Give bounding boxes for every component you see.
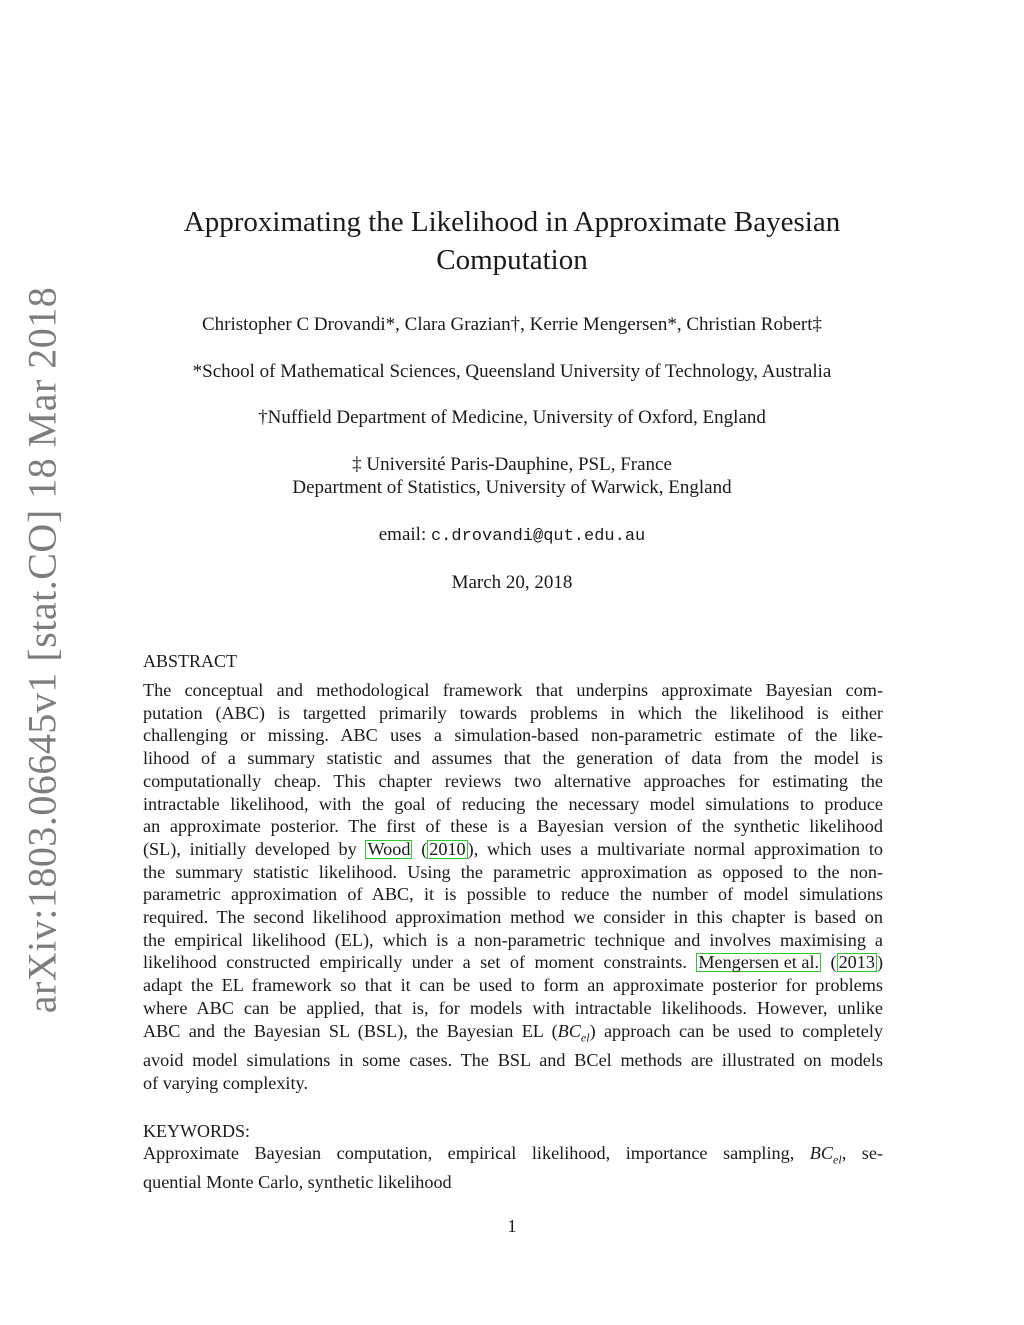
arxiv-identifier: arXiv:1803.06645v1 [stat.CO] 18 Mar 2018 <box>19 286 65 1014</box>
email-address: c.drovandi@qut.edu.au <box>430 527 646 546</box>
affiliation-warwick: Department of Statistics, University of Warwick, England <box>292 477 732 498</box>
paper-date: March 20, 2018 <box>451 572 573 593</box>
abstract-body <box>143 679 883 1094</box>
abstract-line: where ABC can be applied, that is, for models with intractable likelihoods. However, unlike <box>143 997 883 1018</box>
math-bc: BC <box>809 1143 834 1163</box>
abstract-heading: ABSTRACT <box>143 651 238 671</box>
abstract-line: the summary statistic likelihood. Using the parametric approximation as opposed to the non- <box>143 861 883 882</box>
abstract-text: ), which uses a multivariate normal approximation to <box>467 838 884 859</box>
abstract-line: parametric approximation of ABC, it is possible to reduce the number of model simulations <box>143 884 883 905</box>
abstract-line-citation-mengersen: likelihood constructed empirically under a set of moment constraints. Mengersen et al. ( 2013 ) <box>143 952 884 973</box>
keywords-text: Approximate Bayesian computation, empirical likelihood, importance sampling, <box>143 1143 795 1163</box>
title-line-2: Computation <box>436 244 588 276</box>
abstract-line: putation (ABC) is targetted primarily towards problems in which the likelihood is either <box>143 702 883 723</box>
keywords-line: quential Monte Carlo, synthetic likelihood <box>143 1172 452 1193</box>
email-line <box>100 523 924 548</box>
abstract-line: adapt the EL framework so that it can be used to form an approximate posterior for problems <box>143 975 883 996</box>
citation-wood-author-link[interactable]: Wood <box>367 838 411 859</box>
abstract-line: The conceptual and methodological framework that underpins approximate Bayesian com- <box>143 680 883 700</box>
abstract-line: an approximate posterior. The first of these is a Bayesian version of the synthetic likelihood <box>143 816 883 837</box>
keywords-text: , se- <box>841 1143 883 1163</box>
math-subscript-el: el <box>833 1152 842 1167</box>
paper-title <box>130 203 894 279</box>
affiliation-dauphine: ‡ Université Paris-Dauphine, PSL, France <box>352 454 672 475</box>
abstract-text: (SL), initially developed by <box>143 838 357 859</box>
email-label: email: <box>378 524 427 545</box>
abstract-line: the empirical likelihood (EL), which is a non-parametric technique and involves maximising a <box>143 929 883 950</box>
page-number: 1 <box>507 1216 517 1236</box>
abstract-line: lihood of a summary statistic and assumes that the generation of data from the model is <box>143 748 883 769</box>
abstract-line-math <box>143 1020 883 1049</box>
abstract-line: required. The second likelihood approximation method we consider in this chapter is based on <box>143 907 883 928</box>
abstract-line: challenging or missing. ABC uses a simulation-based non-parametric estimate of the like- <box>143 725 883 746</box>
citation-mengersen-year-link[interactable]: 2013 <box>838 952 875 973</box>
abstract-text: ABC and the Bayesian SL (BSL), the Bayesian EL ( <box>143 1020 558 1041</box>
title-line-1: Approximating the Likelihood in Approximate Bayesian <box>183 206 841 238</box>
affiliation-oxford: †Nuffield Department of Medicine, University of Oxford, England <box>258 407 766 428</box>
abstract-line: avoid model simulations in some cases. The BSL and BCel methods are illustrated on models <box>143 1049 883 1070</box>
abstract-text: ) approach can be used to completely <box>589 1020 883 1041</box>
citation-wood-year-link[interactable]: 2010 <box>429 838 466 859</box>
abstract-line: intractable likelihood, with the goal of reducing the necessary model simulations to produce <box>143 793 883 814</box>
abstract-text: likelihood constructed empirically under a set of moment constraints. <box>143 952 687 973</box>
math-bc: BC <box>557 1020 581 1041</box>
author-list: Christopher C Drovandi*, Clara Grazian†, Kerrie Mengersen*, Christian Robert‡ <box>202 314 822 335</box>
math-subscript-el: el <box>580 1030 590 1045</box>
abstract-line-citation-wood: (SL), initially developed by Wood ( 2010 ), which uses a multivariate normal approximation to <box>143 838 884 859</box>
keywords-body <box>143 1142 883 1194</box>
keywords-line <box>143 1142 883 1171</box>
citation-mengersen-author-link[interactable]: Mengersen et al. <box>698 952 820 973</box>
affiliation-qut: *School of Mathematical Sciences, Queensland University of Technology, Australia <box>192 361 832 382</box>
keywords-heading: KEYWORDS: <box>143 1121 250 1141</box>
abstract-line: of varying complexity. <box>143 1072 308 1093</box>
abstract-line: computationally cheap. This chapter reviews two alternative approaches for estimating the <box>143 770 883 791</box>
